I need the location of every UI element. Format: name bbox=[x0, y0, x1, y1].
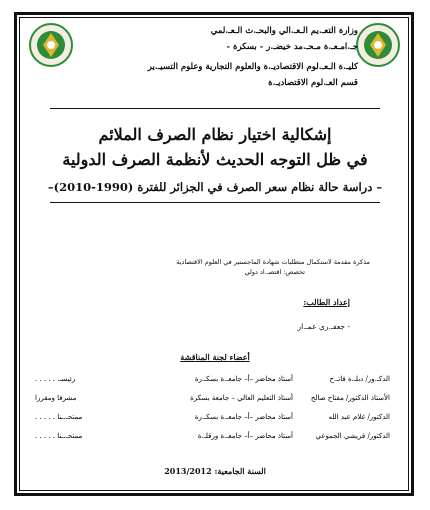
memo-statement: مذكرة مقدمة لاستكمال متطلبات شهادة الماجستير في العلوم الاقتصادية bbox=[176, 258, 370, 266]
academic-year: السنة الجامعية: 2013/2012 bbox=[164, 466, 266, 476]
university-logo-left bbox=[28, 22, 74, 68]
specialization: تخصص: اقتصـ.اد دولي bbox=[244, 268, 305, 276]
member-name: الدكتور/ قريشي الجموعي bbox=[315, 432, 390, 440]
department-name: قسم العـ.لوم الاقتصاديـ.ة bbox=[268, 78, 358, 88]
faculty-name: كليـ.ة الـعـ.لوم الاقتصاديـ.ة والعلوم التجارية وعلوم التسيـ.ير bbox=[147, 62, 358, 72]
member-rank: أستاذ محاضر –أ– جامعـ.ة بسكـ.رة bbox=[194, 375, 293, 383]
ministry-name: وزارة التعـ.يم الـعـ.الي والبحـ.ث الـعـ.لمي bbox=[210, 26, 358, 36]
member-role: رئيسـ. . . . . . bbox=[35, 375, 76, 383]
thesis-title-line1: إشكالية اختيار نظام الصرف الملائم bbox=[98, 125, 332, 144]
university-logo-right bbox=[355, 22, 401, 68]
student-name: - جعفـ.ري عمـ.ار bbox=[297, 322, 350, 331]
member-rank: أستاذ محاضر –أ– جامعـ.ة ورقلـ.ة bbox=[197, 432, 293, 440]
member-role: مشرفا ومقررا bbox=[35, 394, 77, 402]
committee-row bbox=[35, 413, 390, 425]
member-rank: أستاذ محاضر –أ– جامعـ.ة بسكـ.رة bbox=[194, 413, 293, 421]
member-name: الأستاذ الدكتور/ مفتاح صالح bbox=[310, 394, 390, 402]
committee-row bbox=[35, 394, 390, 406]
member-role: ممتحـ.ـنا . . . . . bbox=[35, 413, 83, 421]
committee-row bbox=[35, 375, 390, 387]
member-rank: أستاذ التعليم العالي – جامعة بسكرة bbox=[190, 394, 293, 402]
title-rule-top bbox=[50, 108, 380, 109]
thesis-title-line2: في ظل التوجه الحديث لأنظمة الصرف الدولية bbox=[62, 150, 368, 169]
committee-row bbox=[35, 432, 390, 444]
committee-label: أعضاء لجنة المناقشة bbox=[180, 352, 250, 362]
thesis-subtitle: – دراسة حالة نظام سعر الصرف في الجزائر للفترة (1990-2010)– bbox=[47, 180, 383, 194]
member-role: ممتحـ.ـنا . . . . . bbox=[35, 432, 83, 440]
university-name: جـ.امـعـ.ة مـحـ.مد خيضـ.ر - بسكرة - bbox=[226, 42, 358, 52]
member-name: الدكتور/ غلام عبد الله bbox=[328, 413, 390, 421]
member-name: الدكـ.ور/ دبلـ.ة فاتـ.ح bbox=[329, 375, 390, 383]
title-rule-bottom bbox=[50, 202, 380, 203]
student-label: إعداد الطالب: bbox=[303, 297, 350, 307]
